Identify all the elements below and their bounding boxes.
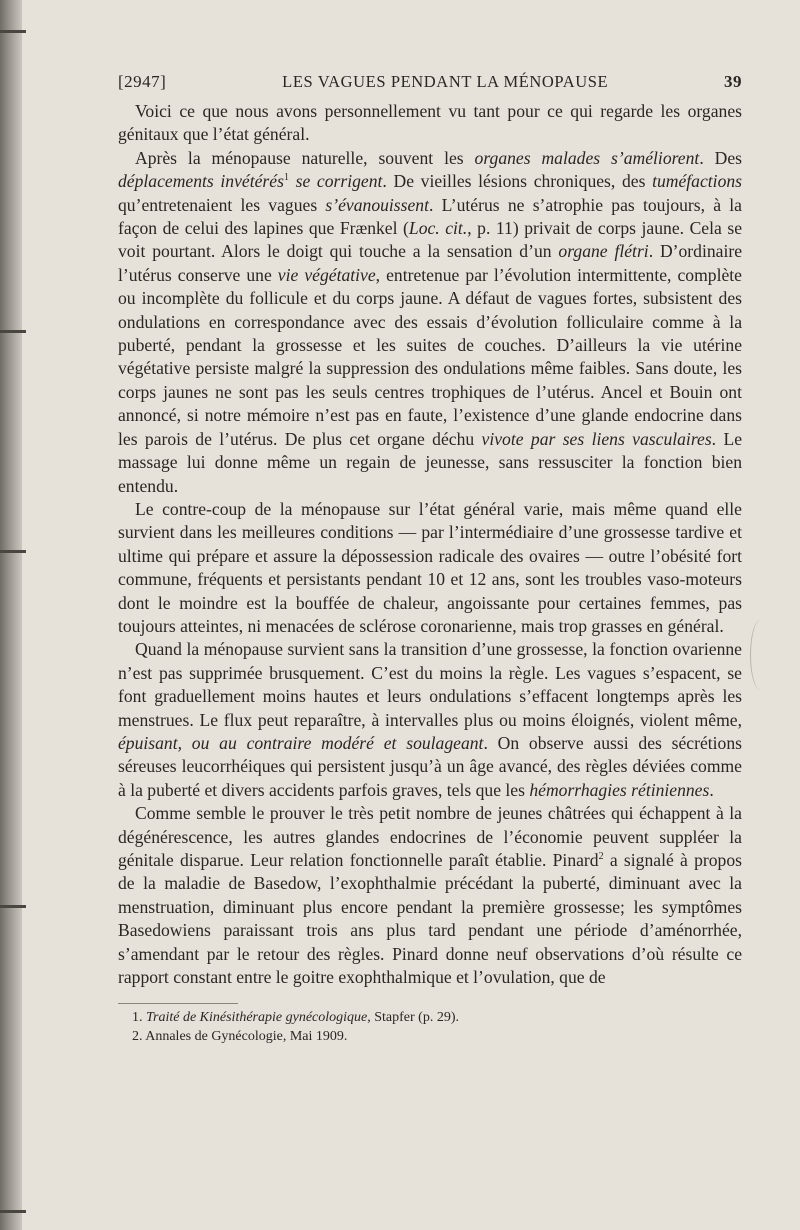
italic-run: vivote par ses liens vasculaires [481,428,712,449]
italic-run: tuméfactions [652,171,743,192]
italic-run: vie végétative [277,264,376,285]
italic-run: organe flétri [558,241,649,262]
running-header [118,72,742,98]
binding-thread-mark [0,330,26,333]
body-text [118,100,742,989]
paragraph [118,498,742,638]
footnote-ref: 1 [283,172,289,184]
footnote [118,1027,742,1046]
paragraph [118,638,742,802]
footnotes [118,1008,742,1046]
text-run: Après la ménopause naturelle, souvent les [135,147,475,168]
text-run: Quand la ménopause survient sans la transition d’une grossesse, la fonction ovarienne n’est pas supprimée brusquement. C’est du moins la règle. Les vagues s’espacent, se font graduellement moins hautes et leurs ondulations s’effacent longtemps après les menstrues. Le flux peut reparaître, à intervalles plus ou moins éloignés, violent même, [118,639,742,730]
text-run: . On observe aussi des sécrétions séreuses leucorrhéiques qui persistent jusqu’à un âge avancé, des règles déviées comme à la puberté et divers accidents parfois graves, tels que les [118,732,742,800]
text-run: . Le massage lui donne même un regain de jeunesse, sans ressusciter la fonction bien entendu. [118,428,742,496]
text-run: . D’ordinaire l’utérus conserve une [118,241,743,285]
text-run: a signalé à propos de la maladie de Basedow, l’exophthalmie précédant la puberté, diminuant avec la menstruation, diminuant plus encore pendant la première grossesse; les symptômes Basedowiens paraissant trois ans plus tard pendant une période d’aménorrhée, s’amendant par le retour des règles. Pinard donne neuf observations d’où résulte ce rapport constant entre le goitre exophthalmique et l’ovulation, que de [118,850,742,988]
italic-run: organes malades s’améliorent [474,147,700,168]
italic-run: épuisant, ou au contraire modéré et soulageant [118,732,484,753]
footnote [118,1008,742,1027]
running-title: LES VAGUES PENDANT LA MÉNOPAUSE [282,72,609,91]
text-run: . L’utérus ne s’atrophie pas toujours, à la façon de celui des lapines que Frænkel ( [118,194,742,239]
binding-thread-mark [0,550,26,553]
running-reference: [2947] [118,72,167,91]
margin-pencil-mark [750,620,771,690]
paragraph [118,100,742,147]
paragraph [118,147,742,498]
text-run: , p. 11) privait de corps jaune. Cela se voit pourtant. Alors le doigt qui touche a la sensation d’un [118,218,743,262]
italic-run: Traité de Kinésithérapie gynécologique [146,1010,368,1026]
italic-run: hémorrhagies rétiniennes [529,779,710,800]
italic-run: se corrigent [288,171,383,192]
footnote-rule [118,1003,238,1004]
binding-thread-mark [0,30,26,33]
text-run: , Stapfer (p. 29). [367,1010,460,1026]
text-run: 2. Annales de Gynécologie, Mai 1909. [132,1029,348,1045]
text-run: , entretenue par l’évolution intermittente, complète ou incomplète du follicule et du corps jaune. A défaut de vagues fortes, subsistent des ondulations en correspondance avec des essais d’évolution folliculaire comme à la puberté, pendant la grossesse et les suites de couches. D’ailleurs la vie utérine végétative persiste malgré la suppression des ondulations même faibles. Sans doute, les corps jaunes ne sont pas les seuls centres trophiques de l’utérus. Ancel et Bouin ont annoncé, si notre mémoire n’est pas en faute, l’existence d’une glande endocrine dans les parois de l’utérus. De plus cet organe déchu [118,264,742,449]
book-binding-edge [0,0,22,1230]
binding-thread-mark [0,1210,26,1213]
text-run: 1. [132,1010,146,1026]
text-run: . Des [699,147,742,168]
page-number: 39 [724,72,742,91]
footnote-ref: 2 [598,851,604,863]
paragraph [118,802,742,989]
text-run: . De vieilles lésions chroniques, des [382,171,653,192]
text-run: qu’entretenaient les vagues [118,194,326,215]
book-page [118,72,742,1046]
binding-thread-mark [0,905,26,908]
text-run: Voici ce que nous avons personnellement vu tant pour ce qui regarde les organes génitaux que l’état général. [118,101,742,145]
text-run: . [709,779,714,800]
text-run: Comme semble le prouver le très petit nombre de jeunes châtrées qui échappent à la dégénérescence, les autres glandes endocrines de l’économie peuvent suppléer la génitale disparue. Leur relation fonctionnelle paraît établie. Pinard [118,803,742,870]
text-run: Le contre-coup de la ménopause sur l’état général varie, mais même quand elle survient dans les meilleures conditions — par l’intermédiaire d’une grossesse tardive et ultime qui prépare et assure la dépossession radicale des ovaires — outre l’obésité fort commune, fréquents et persistants pendant 10 et 12 ans, sont les troubles vaso-moteurs dont le moindre est la bouffée de chaleur, angoissante pour certaines femmes, pas toujours atteintes, ni menacées de sclérose coronarienne, mais trop grasses en général. [118,498,742,636]
italic-run: déplacements invétérés [118,171,284,192]
italic-run: s’évanouissent [325,194,429,215]
italic-run: Loc. cit. [408,218,468,239]
